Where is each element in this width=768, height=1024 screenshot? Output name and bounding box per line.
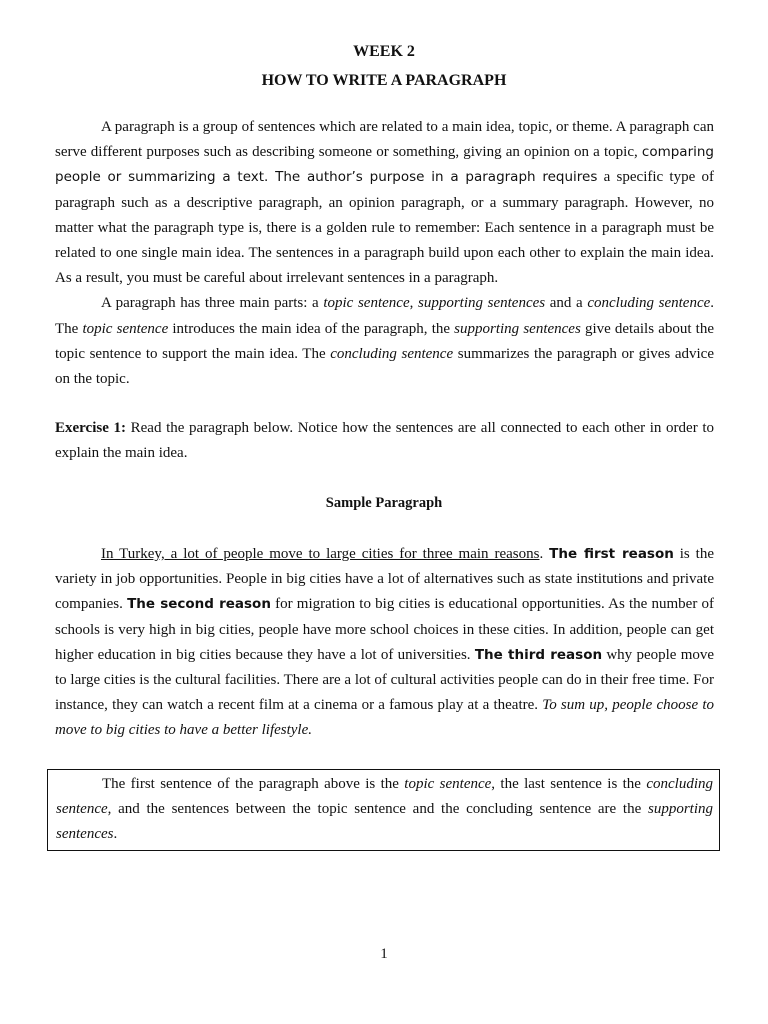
term-supporting-sentences: supporting sentences (418, 295, 546, 312)
sample-period: . (539, 546, 550, 562)
intro-p2-a: A paragraph has three main parts: a (101, 295, 324, 312)
intro-p2-d: . The (55, 295, 715, 337)
note-term-topic-sentence: topic sentence (404, 776, 492, 792)
exercise-label: Exercise 1: (55, 420, 126, 436)
note-b: , the last sentence is the (491, 776, 647, 792)
term-concluding-sentence: concluding sentence (587, 295, 711, 312)
intro-p2-g: summarizes the paragraph or gives advice on the topic. (55, 345, 714, 388)
page-number: 1 (380, 946, 388, 962)
exercise-text: Read the paragraph below. Notice how the sentences are all connected to each other in order to explain the main idea. (55, 420, 714, 462)
note-box (47, 769, 720, 851)
term-supporting-sentences-2: supporting sentences (454, 320, 581, 337)
intro-p2-b: , (409, 295, 418, 312)
week-heading: WEEK 2 (353, 43, 415, 60)
sample-section (55, 542, 714, 744)
intro-paragraph-2 (55, 291, 714, 392)
note-d: . (113, 826, 118, 843)
sample-s3: why people move to large cities is the cultural facilities. There are a lot of cultural activities people can do in their free time. For instance, they can watch a recent film at a cinema or a famous play at a theatre. (55, 646, 715, 714)
sample-s1: is the variety in job opportunities. People in big cities have a lot of alternatives such as state institutions and private companies. (55, 546, 715, 613)
sample-title: Sample Paragraph (325, 495, 443, 511)
second-reason: The second reason (127, 596, 271, 613)
third-reason: The third reason (474, 646, 603, 663)
intro-p2-f: give details about the topic sentence to support the main idea. The (55, 320, 714, 362)
exercise-section (55, 416, 714, 466)
intro-p2-e: introduces the main idea of the paragraph, the (168, 320, 455, 337)
intro-p1-end: a specific type of paragraph such as a descriptive paragraph, an opinion paragraph, or a summary paragraph. However, no matter what the paragraph type is, there is a golden rule to remember: Each sentence in a paragraph must be related to one single main idea. The sentences in a paragraph build upon each other to explain the main idea. As a result, you must be careful about irrelevant sentences in a paragraph. (55, 169, 714, 287)
term-topic-sentence: topic sentence (323, 295, 410, 312)
note-term-concluding-sentence: concluding sentence (56, 776, 713, 818)
term-topic-sentence-2: topic sentence (82, 320, 169, 337)
sample-topic-sentence: In Turkey, a lot of people move to large cities for three main reasons (101, 546, 540, 562)
note-term-supporting-sentences: supporting sentences (56, 801, 713, 843)
note-a: The first sentence of the paragraph above is the (102, 776, 405, 792)
note-c: , and the sentences between the topic sentence and the concluding sentence are the (107, 801, 648, 818)
sample-paragraph (55, 542, 714, 744)
intro-p2-c: and a (545, 295, 588, 312)
note-text (56, 772, 713, 848)
intro-p1-start: A paragraph is a group of sentences which are related to a main idea, topic, or theme. A paragraph can serve different purposes such as describing someone or something, giving an opinion on a topic, (55, 119, 714, 161)
intro-section (55, 115, 714, 392)
intro-p1-sans-part: comparing people or summarizing a text. The author’s purpose in a paragraph requires (55, 144, 714, 186)
note-paragraph (56, 772, 713, 848)
exercise-paragraph (55, 416, 714, 466)
first-reason: The first reason (549, 546, 674, 562)
term-concluding-sentence-2: concluding sentence (330, 345, 454, 362)
sample-conclusion: To sum up, people choose to move to big cities to have a better lifestyle. (55, 697, 714, 739)
page-title: HOW TO WRITE A PARAGRAPH (261, 72, 507, 89)
intro-paragraph-1 (55, 115, 714, 291)
sample-s2: for migration to big cities is educational opportunities. As the number of schools is very high in big cities, people have more school choices in these cities. In addition, people can get higher education in big cities because they have a lot of universities. (55, 596, 714, 663)
